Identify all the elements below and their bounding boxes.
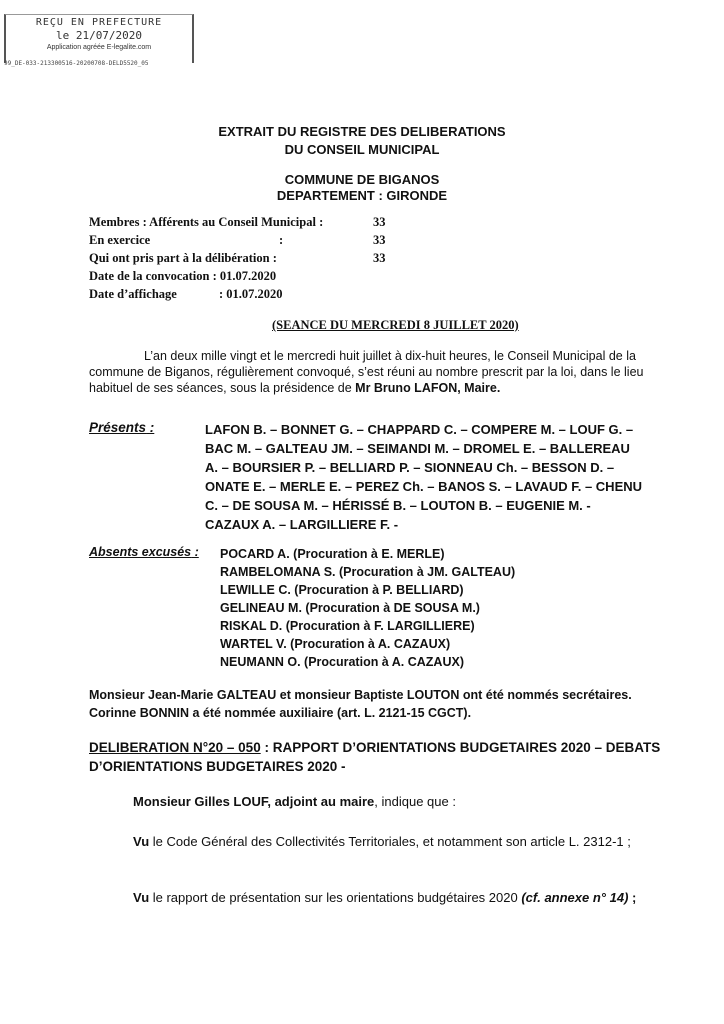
auxiliaire-line: Corinne BONNIN a été nommée auxiliaire (art. L. 2121-15 CGCT). [89, 706, 472, 720]
vu-rapport-paragraph [89, 888, 669, 908]
vu-rapport-text: le rapport de présentation sur les orientations budgétaires 2020 [149, 890, 522, 905]
presents-names: LAFON B. – BONNET G. – CHAPPARD C. – COMPERE M. – LOUF G. – BAC M. – GALTEAU JM. – SEIMANDI M. – DROMEL E. – BALLEREAU A. – BOURSIER P. – BELLIARD P. – SIONNEAU Ch. – BESSON D. – ONATE E. – MERLE E. – PEREZ Ch. – BANOS S. – LAVAUD F. – CHENU C. – DE SOUSA M. – HÉRISSÉ B. – LOUTON B. – EUGENIE M. - CAZAUX A. – LARGILLIERE F. - [205, 422, 643, 532]
vu-rapport-end: ; [628, 890, 637, 905]
afferents-value: 33 [373, 215, 386, 229]
intro-text: L’an deux mille vingt et le mercredi huit juillet à dix-huit heures, le Conseil Municipal de la commune de Biganos, régulièrement convoqué, s’est réuni au nombre prescrit par la loi, dans le lieu habituel de ses séances, sous la présidence de [89, 349, 644, 395]
members-afferents-row [89, 215, 509, 233]
deliberation-title [89, 738, 689, 776]
deliberation-subject: : RAPPORT D’ORIENTATIONS BUDGETAIRES 2020 – DEBATS D’ORIENTATIONS BUDGETAIRES 2020 - [89, 740, 661, 774]
header-line-2: DU CONSEIL MUNICIPAL [284, 142, 440, 157]
absents-colon: : [191, 545, 199, 559]
presents-label [89, 420, 154, 435]
affichage-label: Date d’affichage [89, 287, 177, 301]
members-part-row [89, 251, 509, 269]
absent-item: NEUMANN O. (Procuration à A. CAZAUX) [220, 655, 464, 669]
stamp-app: Application agréée E-legalite.com [46, 44, 152, 51]
president-name: Mr Bruno LAFON, Maire. [355, 381, 501, 395]
vu-code-paragraph [89, 832, 669, 852]
louf-rest: , indique que : [374, 794, 456, 809]
exercice-colon: : [279, 233, 284, 247]
louf-name: Monsieur Gilles LOUF, adjoint au maire [133, 794, 375, 809]
members-block [89, 215, 509, 305]
stamp-title: REÇU EN PREFECTURE [35, 17, 163, 28]
absent-item: GELINEAU M. (Procuration à DE SOUSA M.) [220, 601, 480, 615]
absent-item: RISKAL D. (Procuration à F. LARGILLIERE) [220, 619, 475, 633]
stamp-reference: 99_DE-033-213300516-20200708-DELD5520_05 [4, 60, 149, 67]
absent-item: POCARD A. (Procuration à E. MERLE) [220, 547, 445, 561]
members-convocation-row [89, 269, 509, 287]
intro-paragraph [89, 348, 649, 396]
part-value: 33 [373, 251, 386, 265]
commune-name: COMMUNE DE BIGANOS [284, 172, 440, 187]
exercice-value: 33 [373, 233, 386, 247]
absents-label-text: Absents excusés [89, 545, 192, 559]
annexe-reference: (cf. annexe n° 14) [521, 890, 629, 905]
affichage-value: : 01.07.2020 [219, 287, 283, 301]
absents-label [89, 545, 199, 559]
prefecture-stamp [4, 14, 194, 63]
exercice-label: En exercice [89, 233, 151, 247]
vu-code-text: le Code Général des Collectivités Territoriales, et notamment son article L. 2312-1 ; [149, 834, 631, 849]
presents-colon: : [146, 420, 155, 435]
absent-item: WARTEL V. (Procuration à A. CAZAUX) [220, 637, 451, 651]
absent-item: RAMBELOMANA S. (Procuration à JM. GALTEAU) [220, 565, 516, 579]
stamp-date: le 21/07/2020 [55, 29, 143, 42]
secretaires-line: Monsieur Jean-Marie GALTEAU et monsieur Baptiste LOUTON ont été nommés secrétaires. [89, 688, 632, 702]
absents-list [220, 545, 515, 671]
deliberation-number: DELIBERATION N°20 – 050 [89, 740, 261, 755]
presents-label-text: Présents [89, 420, 147, 435]
convocation-date: Date de la convocation : 01.07.2020 [89, 269, 277, 283]
members-affichage-row [89, 287, 509, 305]
vu-word: Vu [133, 834, 150, 849]
absent-item: LEWILLE C. (Procuration à P. BELLIARD) [220, 583, 464, 597]
part-label: Qui ont pris part à la délibération : [89, 251, 277, 265]
members-exercice-row [89, 233, 509, 251]
afferents-label: Membres : Afférents au Conseil Municipal : [89, 215, 324, 229]
departement: DEPARTEMENT : GIRONDE [276, 188, 448, 203]
vu-word: Vu [133, 890, 150, 905]
louf-paragraph [133, 792, 713, 812]
header-line-1: EXTRAIT DU REGISTRE DES DELIBERATIONS [218, 124, 506, 139]
seance-title: (SEANCE DU MERCREDI 8 JUILLET 2020) [272, 318, 519, 332]
secretaires-block [89, 686, 689, 722]
